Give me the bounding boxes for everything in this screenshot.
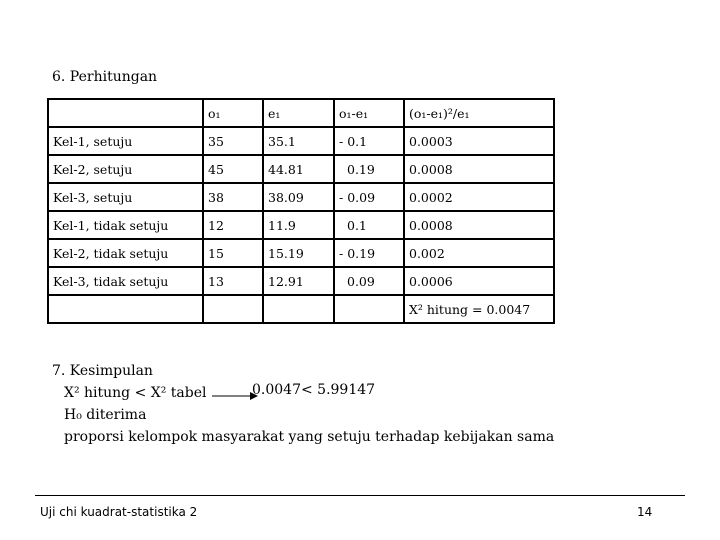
table-row	[48, 155, 554, 183]
table-row	[48, 183, 554, 211]
table-header-row	[48, 99, 554, 127]
table-cell: - 0.19	[334, 239, 404, 267]
table-cell: 38.09	[263, 183, 334, 211]
table-row	[48, 127, 554, 155]
header-cell: o₁-e₁	[334, 99, 404, 127]
table-cell-empty	[203, 295, 263, 323]
footer-divider	[35, 495, 685, 496]
table-cell: 0.1	[334, 211, 404, 239]
table-cell: 0.002	[404, 239, 554, 267]
footer-title: Uji chi kuadrat-statistika 2	[40, 505, 198, 519]
comparison-values: 0.0047< 5.99147	[252, 382, 376, 398]
table-cell: 45	[203, 155, 263, 183]
table-cell-empty	[48, 295, 203, 323]
chi-square-total: X² hitung = 0.0047	[404, 295, 554, 323]
table-cell: 15.19	[263, 239, 334, 267]
table-cell: Kel-2, setuju	[48, 155, 203, 183]
table-cell: 12.91	[263, 267, 334, 295]
header-cell	[48, 99, 203, 127]
table-row	[48, 211, 554, 239]
table-cell: 35.1	[263, 127, 334, 155]
table-cell: Kel-1, setuju	[48, 127, 203, 155]
conclusion-section	[52, 360, 554, 448]
table-cell: 0.0008	[404, 211, 554, 239]
header-cell: (o₁-e₁)²/e₁	[404, 99, 554, 127]
table-cell: 0.19	[334, 155, 404, 183]
table-cell: 38	[203, 183, 263, 211]
table-cell: 15	[203, 239, 263, 267]
table-cell: Kel-3, tidak setuju	[48, 267, 203, 295]
table-cell: 0.0002	[404, 183, 554, 211]
table-row	[48, 239, 554, 267]
statement-text: proporsi kelompok masyarakat yang setuju terhadap kebijakan sama	[64, 429, 555, 445]
header-cell: e₁	[263, 99, 334, 127]
table-cell: 11.9	[263, 211, 334, 239]
calculation-table	[47, 98, 555, 324]
table-cell: 35	[203, 127, 263, 155]
table-cell: Kel-3, setuju	[48, 183, 203, 211]
table-cell: Kel-1, tidak setuju	[48, 211, 203, 239]
table-row	[48, 267, 554, 295]
table-cell: - 0.09	[334, 183, 404, 211]
table-cell: 0.09	[334, 267, 404, 295]
page-number: 14	[637, 505, 653, 519]
table-cell: Kel-2, tidak setuju	[48, 239, 203, 267]
section-6-title: 6. Perhitungan	[52, 69, 158, 85]
header-cell: o₁	[203, 99, 263, 127]
table-cell: 0.0003	[404, 127, 554, 155]
comparison-text: X² hitung < X² tabel	[64, 385, 207, 401]
table-cell: - 0.1	[334, 127, 404, 155]
table-total-row	[48, 295, 554, 323]
table-cell-empty	[263, 295, 334, 323]
table-cell: 44.81	[263, 155, 334, 183]
decision-text: H₀ diterima	[64, 407, 147, 423]
table-cell: 12	[203, 211, 263, 239]
section-7-title: 7. Kesimpulan	[52, 363, 153, 379]
table-cell: 13	[203, 267, 263, 295]
table-cell-empty	[334, 295, 404, 323]
table-cell: 0.0006	[404, 267, 554, 295]
table-cell: 0.0008	[404, 155, 554, 183]
